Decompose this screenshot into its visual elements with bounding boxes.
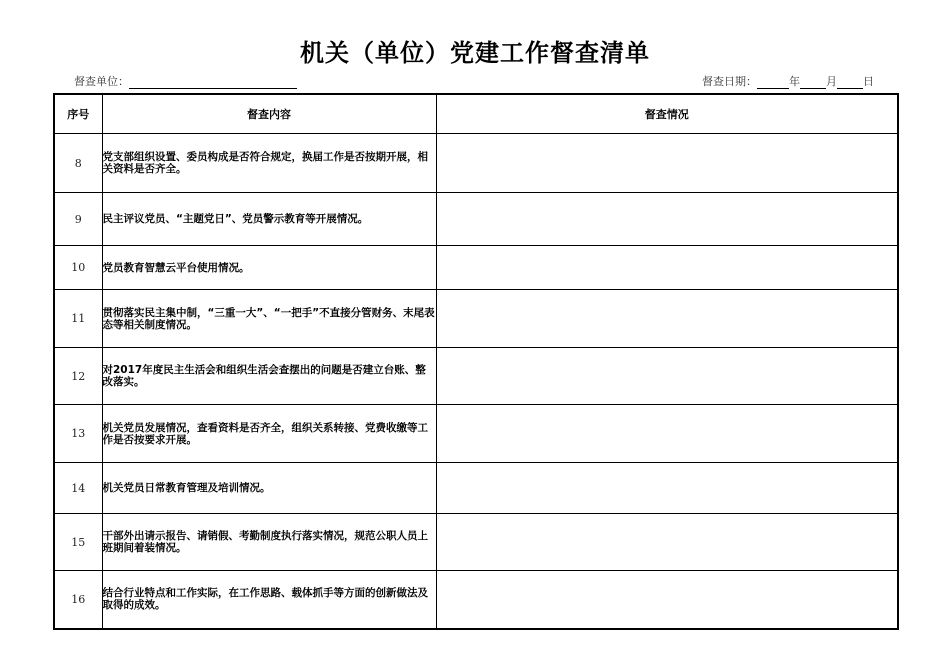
table-row [54, 514, 898, 571]
row-content: 党员教育智慧云平台使用情况。 [102, 246, 436, 290]
row-content: 对2017年度民主生活会和组织生活会查摆出的问题是否建立台账、整改落实。 [102, 348, 436, 405]
row-status-cell[interactable] [436, 134, 898, 193]
row-seq: 15 [54, 514, 102, 571]
row-content: 贯彻落实民主集中制，“三重一大”、“一把手”不直接分管财务、末尾表态等相关制度情况。 [102, 290, 436, 348]
table-row [54, 571, 898, 629]
table-row [54, 405, 898, 463]
inspection-unit [74, 73, 297, 89]
table-row [54, 193, 898, 246]
row-seq: 12 [54, 348, 102, 405]
row-status-cell[interactable] [436, 463, 898, 514]
row-seq: 10 [54, 246, 102, 290]
row-content: 结合行业特点和工作实际，在工作思路、载体抓手等方面的创新做法及取得的成效。 [102, 571, 436, 629]
row-seq: 9 [54, 193, 102, 246]
table-row [54, 348, 898, 405]
page-title: 机关（单位）党建工作督查清单 [300, 39, 650, 67]
row-content: 机关党员日常教育管理及培训情况。 [102, 463, 436, 514]
row-status-cell[interactable] [436, 405, 898, 463]
row-content: 党支部组织设置、委员构成是否符合规定，换届工作是否按期开展，相关资料是否齐全。 [102, 134, 436, 193]
header-content: 督查内容 [102, 94, 436, 134]
header-status: 督查情况 [436, 94, 898, 134]
year-blank[interactable] [757, 77, 789, 89]
inspection-date-label: 督查日期： [702, 75, 757, 88]
day-label: 日 [863, 75, 874, 88]
row-content: 民主评议党员、“主题党日”、党员警示教育等开展情况。 [102, 193, 436, 246]
table-row [54, 463, 898, 514]
inspection-unit-blank[interactable] [129, 77, 297, 89]
row-content: 机关党员发展情况，查看资料是否齐全，组织关系转接、党费收缴等工作是否按要求开展。 [102, 405, 436, 463]
month-blank[interactable] [800, 77, 826, 89]
row-status-cell[interactable] [436, 246, 898, 290]
row-status-cell[interactable] [436, 348, 898, 405]
checklist-table [53, 93, 899, 630]
month-label: 月 [826, 75, 837, 88]
table-row [54, 246, 898, 290]
row-status-cell[interactable] [436, 571, 898, 629]
year-label: 年 [789, 75, 800, 88]
inspection-unit-label: 督查单位： [74, 75, 129, 88]
row-content: 干部外出请示报告、请销假、考勤制度执行落实情况，规范公职人员上班期间着装情况。 [102, 514, 436, 571]
row-seq: 11 [54, 290, 102, 348]
day-blank[interactable] [837, 77, 863, 89]
row-seq: 13 [54, 405, 102, 463]
row-status-cell[interactable] [436, 514, 898, 571]
row-status-cell[interactable] [436, 193, 898, 246]
row-seq: 8 [54, 134, 102, 193]
row-status-cell[interactable] [436, 290, 898, 348]
inspection-date [702, 73, 874, 89]
row-seq: 16 [54, 571, 102, 629]
table-header-row [54, 94, 898, 134]
header-seq: 序号 [54, 94, 102, 134]
table-row [54, 134, 898, 193]
row-seq: 14 [54, 463, 102, 514]
table-row [54, 290, 898, 348]
